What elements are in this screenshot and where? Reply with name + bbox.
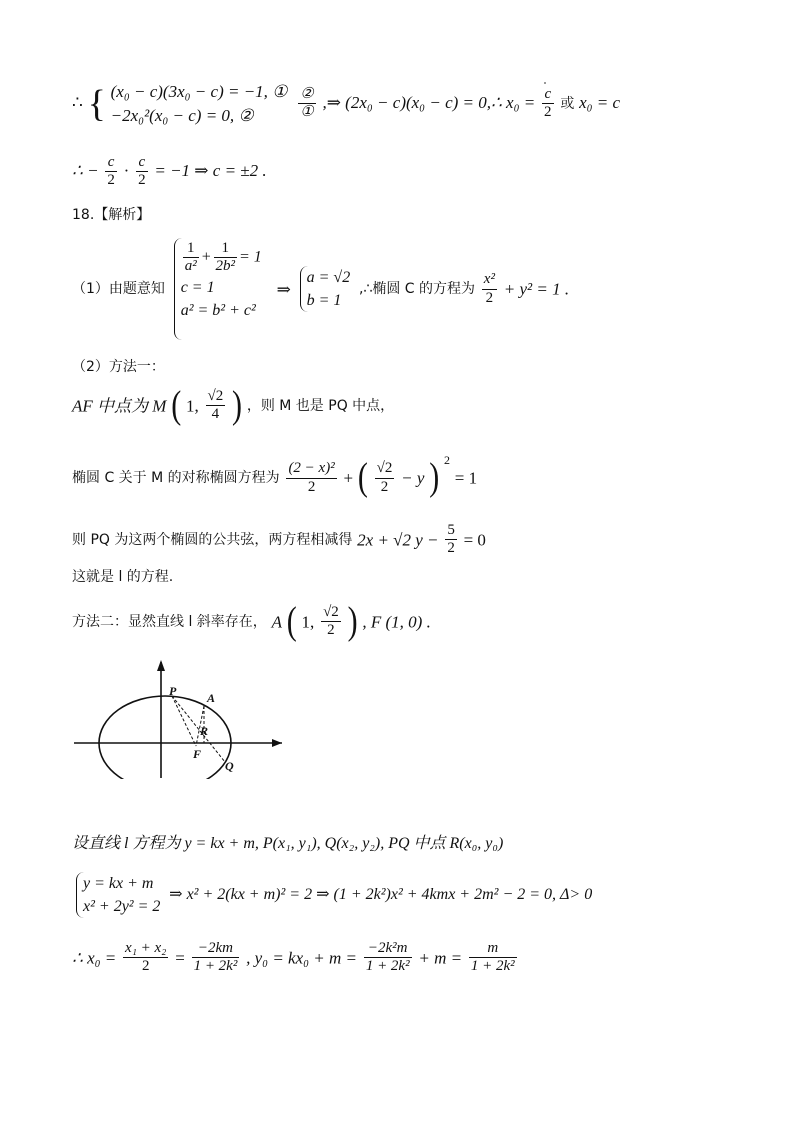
right-paren: ) [232,383,243,427]
quadratic-result: ⇒ x² + 2(kx + m)² = 2 ⇒ (1 + 2k²)x² + 4kmx + 2m² − 2 = 0, Δ> 0 [169,886,593,904]
dot-product: · [123,160,130,180]
frac-m: $\frac{m}{\text{1 + 2k²}}$ [470,940,515,975]
five-over-two: $\frac{5}{2}$ [447,522,455,557]
ellipse-equation-tail: + y² = 1 . [503,279,570,299]
implication-text: ,⇒ (2x₀ − c)(x₀ − c) = 0,∴ x₀ = [322,92,536,112]
a-x-coord: 1, [301,612,315,632]
frac-2-minus-x-sq: $\frac{\text{(2 − x)²}}{2}$ [288,460,335,495]
system-brace: { [87,82,106,125]
y0-expr: , y₀ = kx₀ + m = [246,948,358,968]
ratio-fraction: $\frac{\text{②}}{\text{①}}$ [300,86,314,121]
method2-line-3 [72,872,592,918]
frac-1-2b2: $\frac{1}{\text{2b²}}$ [215,240,235,275]
equals: = [175,948,185,968]
right-paren-3: ) [347,599,358,643]
equals-one: = 1 [454,468,478,488]
solution-b: b = 1 [306,292,342,309]
ellipse-equation-text: ,∴椭圆 C 的方程为 [358,281,476,297]
eq-line-2 [72,154,267,190]
ellipse-curve [99,696,231,779]
system-eq-2: −2x₀²(x₀ − c) = 0, ② [110,105,254,125]
sqrt2-over-4: $\frac{√2}{4}$ [207,388,224,423]
problem-18-heading: 18.【解析】 [72,207,151,223]
method1-line-1 [72,383,395,427]
right-paren-2: ) [429,455,440,499]
x-axis-arrow [272,739,282,747]
midpoint-tail: ，则 M 也是 PQ 中点， [246,397,395,414]
equals-zero: = 0 [463,530,486,550]
ellipse-equation: x² + 2y² = 2 [83,898,161,916]
frac-1-a2: $\frac{1}{\text{a²}}$ [184,240,197,275]
frac-neg2km: $\frac{-2km}{\text{1 + 2k²}}$ [193,940,238,975]
therefore-symbol: ∴ [72,92,83,112]
method2-system [76,872,160,918]
y-axis-arrow [157,660,165,671]
symmetric-ellipse-text: 椭圆 C 关于 M 的对称椭圆方程为 [72,470,280,486]
eq-line-1 [72,80,620,128]
frac-x1x2: $\frac{\text{x₁ + x₂}}{2}$ [125,940,167,975]
method2-text: 方法二：显然直线 l 斜率存在， [72,613,267,630]
left-paren: ( [171,383,182,427]
sqrt2-over-2-b: $\frac{√2}{2}$ [323,604,339,639]
c-over-2-a: $\frac{c}{2}$ [107,154,115,189]
chord-expr: 2x + √2 y − [357,530,439,550]
common-chord-text: 则 PQ 为这两个椭圆的公共弦，两方程相减得 [72,531,353,548]
or-text: 或 [560,95,575,112]
midpoint-text: AF 中点为 M [72,396,167,416]
c-over-2-b: $\frac{c}{2}$ [138,154,146,189]
system-line-1: $\frac{1}{\text{a²}}$ + $\frac{1}{\text{2b²}}$ = 1 [184,240,262,275]
method2-line-4 [72,940,519,976]
left-paren-2: ( [357,455,368,499]
x0-lead: ∴ x₀ = [72,948,117,968]
label-a: A [207,691,216,705]
square-exponent: 2 [444,453,451,467]
method1-conclusion: 这就是 l 的方程. [72,569,174,585]
sqrt2-over-2: $\frac{√2}{2}$ [376,460,393,495]
part-1 [72,238,569,340]
system-line-2: c = 1 [180,278,215,296]
line2-lead: ∴ − [72,160,99,180]
stray-mark [544,82,546,84]
part-1-solution [300,266,351,312]
method1-line-2 [72,453,478,499]
frac-neg2k2m: $\frac{\text{−2k²m}}{\text{1 + 2k²}}$ [365,940,410,975]
method2-line-2: 设直线 l 方程为 y = kx + m, P(x₁, y₁), Q(x₂, y₂), PQ 中点 R(x₀, y₀) [72,835,504,852]
m-x-coord: 1, [186,396,199,416]
x2-over-2: $\frac{\text{x²}}{2}$ [483,271,495,306]
minus-y: − y [401,468,425,488]
part-1-label: （1）由题意知 [72,281,165,297]
line2-result: = −1 ⇒ c = ±2 . [154,160,267,180]
point-a-label: A [271,612,282,632]
plus-m: + m = [418,948,463,968]
system-eq-1: (x₀ − c)(3x₀ − c) = −1, ① [110,82,288,101]
part-1-system [174,238,262,340]
left-paren-3: ( [286,599,297,643]
ellipse-figure [68,654,298,779]
part-2-heading: （2）方法一： [72,359,165,375]
label-f: F [193,747,202,761]
implies-arrow: ⇒ [276,279,291,299]
plus-sign: + [343,468,354,488]
system-line-3: a² = b² + c² [180,301,256,319]
label-q: Q [225,759,234,773]
point-f: , F (1, 0) . [362,612,431,632]
method1-line-3 [72,522,486,558]
line-equation: y = kx + m [83,875,154,892]
solution-a: a = √2 [306,268,351,286]
label-p: P [169,684,177,698]
label-r: R [200,724,209,738]
c-over-2-fraction: $\frac{c}{2}$ [544,86,552,121]
method2-line-1 [72,599,431,643]
root-x0-c: x₀ = c [579,92,621,112]
